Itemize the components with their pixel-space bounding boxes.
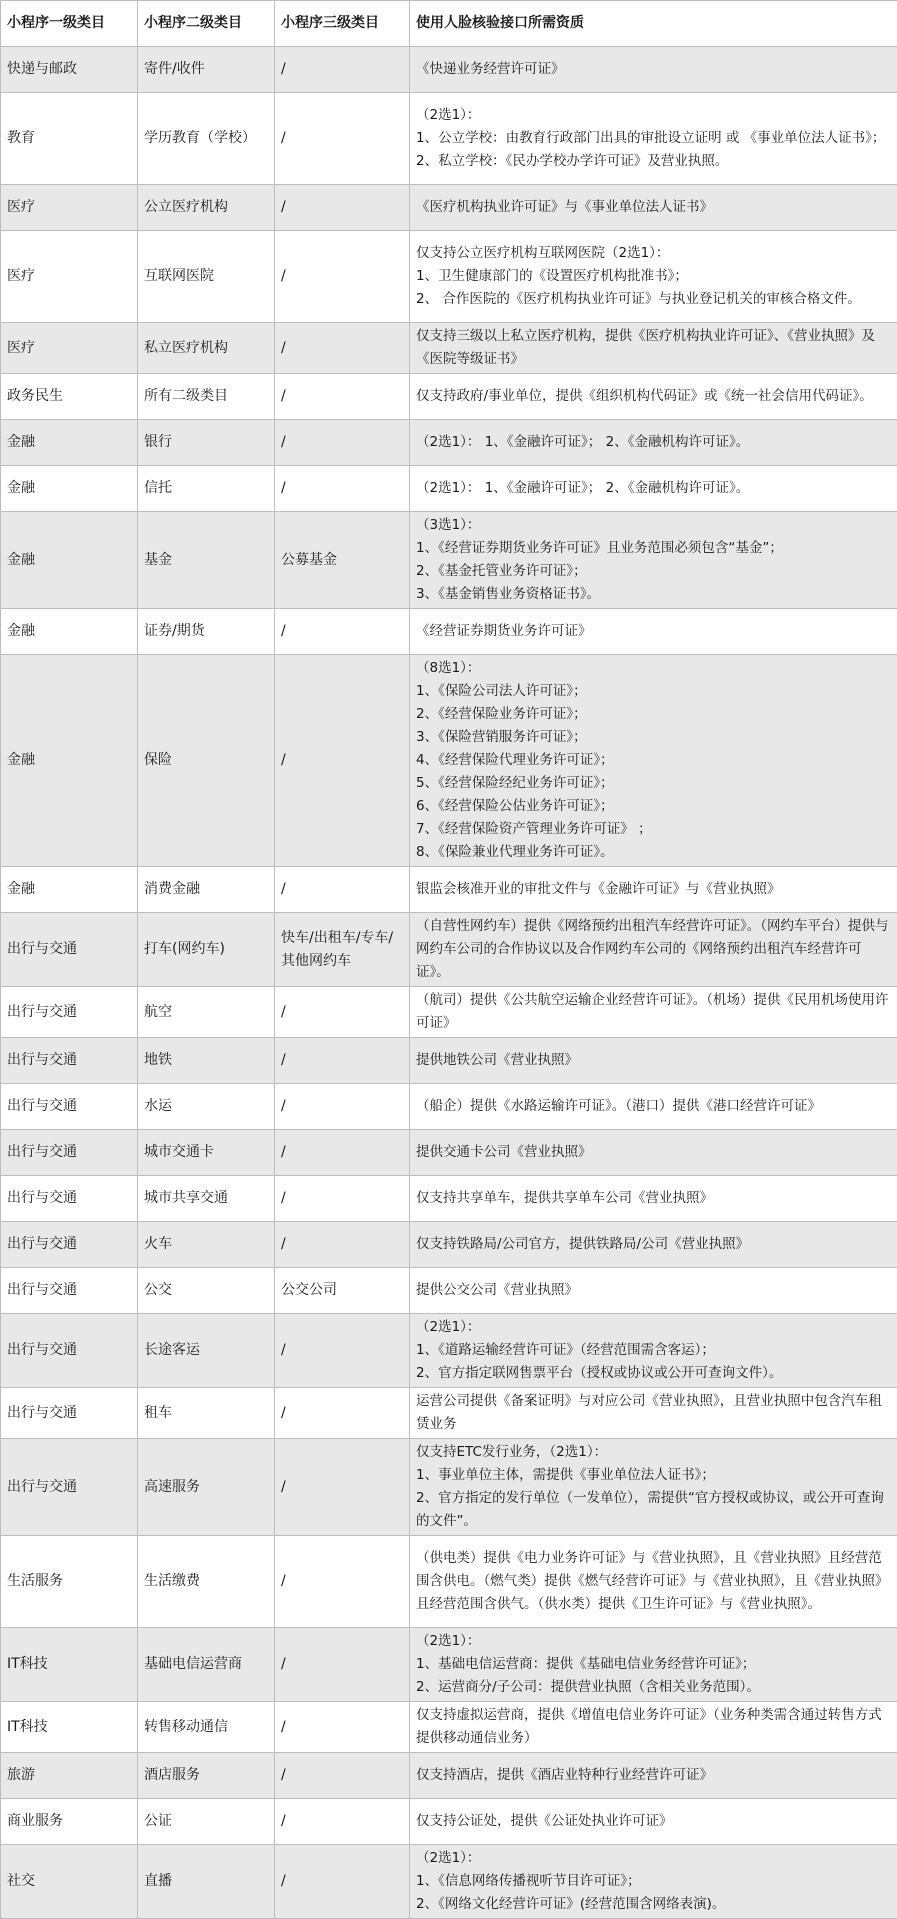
cell-l2: 长途客运 [138,1314,275,1388]
cell-requirement [410,420,897,466]
cell-l1: 金融 [1,609,138,655]
cell-requirement [410,609,897,655]
cell-l1: 政务民生 [1,374,138,420]
cell-l3: / [275,1130,410,1176]
cell-l2: 直播 [138,1845,275,1919]
table-row [1,1628,897,1702]
requirement-line: 仅支持酒店，提供《酒店业特种行业经营许可证》 [416,1764,891,1787]
cell-l1: 出行与交通 [1,1038,138,1084]
requirement-line: 2、《基金托管业务许可证》； [416,560,891,583]
cell-requirement [410,1268,897,1314]
cell-requirement [410,1222,897,1268]
table-row [1,1268,897,1314]
cell-l2: 地铁 [138,1038,275,1084]
cell-requirement [410,512,897,609]
header-row [1,1,897,47]
cell-l3: / [275,231,410,323]
requirement-line: 《经营证券期货业务许可证》 [416,620,891,643]
cell-l3: / [275,1628,410,1702]
cell-l1: 医疗 [1,231,138,323]
table-row [1,512,897,609]
cell-l2: 互联网医院 [138,231,275,323]
cell-l2: 城市交通卡 [138,1130,275,1176]
requirement-line: 4、《经营保险代理业务许可证》； [416,749,891,772]
requirement-line: 运营公司提供《备案证明》与对应公司《营业执照》，且营业执照中包含汽车租赁业务 [416,1390,891,1436]
cell-l3: 公募基金 [275,512,410,609]
cell-l2: 信托 [138,466,275,512]
cell-l3: / [275,1799,410,1845]
requirement-line: 2、运营商分/子公司：提供营业执照（含相关业务范围）。 [416,1676,891,1699]
header-requirement: 使用人脸核验接口所需资质 [410,1,897,47]
cell-l1: 出行与交通 [1,1222,138,1268]
cell-l1: 出行与交通 [1,1084,138,1130]
cell-l3: / [275,1702,410,1753]
cell-l1: 金融 [1,512,138,609]
cell-l3: / [275,323,410,374]
table-row [1,1176,897,1222]
table-row [1,93,897,185]
cell-requirement [410,93,897,185]
cell-requirement [410,1536,897,1628]
table-row [1,323,897,374]
table-row [1,1753,897,1799]
requirement-line: 1、《信息网络传播视听节目许可证》； [416,1870,891,1893]
requirement-line: （2选1）： [416,1316,891,1339]
requirement-line: （2选1）： 1、《金融许可证》； 2、《金融机构许可证》。 [416,477,891,500]
cell-l2: 消费金融 [138,867,275,913]
cell-l2: 水运 [138,1084,275,1130]
table-row [1,867,897,913]
cell-l3: / [275,93,410,185]
cell-l2: 酒店服务 [138,1753,275,1799]
cell-l1: 商业服务 [1,1799,138,1845]
table-row [1,987,897,1038]
requirement-line: 仅支持公证处，提供《公证处执业许可证》 [416,1810,891,1833]
table-row [1,1799,897,1845]
cell-l1: 快递与邮政 [1,47,138,93]
cell-requirement [410,987,897,1038]
requirement-line: 提供公交公司《营业执照》 [416,1279,891,1302]
header-l3: 小程序三级类目 [275,1,410,47]
requirement-line: 1、事业单位主体，需提供《事业单位法人证书》； [416,1464,891,1487]
cell-l1: 出行与交通 [1,1130,138,1176]
cell-l1: 生活服务 [1,1536,138,1628]
cell-l2: 城市共享交通 [138,1176,275,1222]
cell-l2: 学历教育（学校） [138,93,275,185]
cell-l2: 公交 [138,1268,275,1314]
cell-l2: 生活缴费 [138,1536,275,1628]
table-row [1,1314,897,1388]
requirement-line: 仅支持三级以上私立医疗机构，提供《医疗机构执业许可证》、《营业执照》及《医院等级证书》 [416,325,891,371]
cell-l3: / [275,1314,410,1388]
table-row [1,47,897,93]
cell-requirement [410,185,897,231]
cell-l1: 医疗 [1,323,138,374]
requirement-line: 1、《保险公司法人许可证》； [416,680,891,703]
table-row [1,420,897,466]
table-row [1,231,897,323]
cell-l2: 转售移动通信 [138,1702,275,1753]
requirement-line: （3选1）： [416,514,891,537]
requirement-line: 2、官方指定联网售票平台（授权或协议或公开可查询文件）。 [416,1362,891,1385]
requirement-line: 8、《保险兼业代理业务许可证》。 [416,841,891,864]
cell-l2: 航空 [138,987,275,1038]
table-row [1,374,897,420]
table-row [1,1084,897,1130]
requirement-line: 6、《经营保险公估业务许可证》； [416,795,891,818]
cell-l1: 金融 [1,466,138,512]
table-body [1,47,897,1919]
cell-l3: / [275,1439,410,1536]
cell-l2: 租车 [138,1388,275,1439]
cell-l3: / [275,1084,410,1130]
requirement-line: 仅支持ETC发行业务，（2选1）： [416,1441,891,1464]
requirement-line: 提供交通卡公司《营业执照》 [416,1141,891,1164]
cell-l3: / [275,466,410,512]
cell-l3: / [275,1038,410,1084]
requirement-line: （2选1）： [416,1847,891,1870]
requirement-line: 提供地铁公司《营业执照》 [416,1049,891,1072]
cell-l3: / [275,47,410,93]
cell-l3: / [275,609,410,655]
cell-l2: 高速服务 [138,1439,275,1536]
header-l1: 小程序一级类目 [1,1,138,47]
cell-l2: 保险 [138,655,275,867]
cell-l3: / [275,1176,410,1222]
cell-l3: 快车/出租车/专车/其他网约车 [275,913,410,987]
cell-requirement [410,1439,897,1536]
requirement-line: （供电类）提供《电力业务许可证》与《营业执照》，且《营业执照》且经营范围含供电。（燃气类）提供《燃气经营许可证》与《营业执照》，且《营业执照》且经营范围含供气。（供水类）提供《卫生许可证》与《营业执照》。 [416,1547,891,1616]
cell-l3: / [275,185,410,231]
cell-requirement [410,1176,897,1222]
table-row [1,466,897,512]
cell-l2: 银行 [138,420,275,466]
requirement-line: 1、基础电信运营商：提供《基础电信业务经营许可证》； [416,1653,891,1676]
cell-requirement [410,466,897,512]
cell-l1: 金融 [1,655,138,867]
cell-l3: / [275,1222,410,1268]
cell-l2: 寄件/收件 [138,47,275,93]
requirement-line: 仅支持铁路局/公司官方，提供铁路局/公司《营业执照》 [416,1233,891,1256]
cell-l3: / [275,374,410,420]
cell-requirement [410,1130,897,1176]
cell-l2: 基金 [138,512,275,609]
cell-l1: IT科技 [1,1702,138,1753]
requirement-line: 2、 合作医院的《医疗机构执业许可证》与执业登记机关的审核合格文件。 [416,288,891,311]
cell-l1: 出行与交通 [1,1268,138,1314]
requirement-line: （航司）提供《公共航空运输企业经营许可证》。（机场）提供《民用机场使用许可证》 [416,989,891,1035]
requirement-line: 《快递业务经营许可证》 [416,58,891,81]
table-row [1,1130,897,1176]
table-row [1,1222,897,1268]
requirement-line: 7、《经营保险资产管理业务许可证》 ； [416,818,891,841]
table-row [1,913,897,987]
cell-l1: 出行与交通 [1,987,138,1038]
cell-requirement [410,1753,897,1799]
cell-l1: 金融 [1,867,138,913]
requirement-line: 1、卫生健康部门的《设置医疗机构批准书》； [416,265,891,288]
cell-l2: 所有二级类目 [138,374,275,420]
requirement-line: 仅支持政府/事业单位，提供《组织机构代码证》或《统一社会信用代码证》。 [416,385,891,408]
requirement-line: （船企）提供《水路运输许可证》。（港口）提供《港口经营许可证》 [416,1095,891,1118]
requirement-line: （2选1）： [416,104,891,127]
requirement-line: 1、公立学校：由教育行政部门出具的审批设立证明 或 《事业单位法人证书》； [416,127,891,150]
cell-l3: / [275,987,410,1038]
cell-l3: / [275,655,410,867]
requirement-line: 2、官方指定的发行单位（一发单位），需提供“官方授权或协议，或公开可查询的文件”。 [416,1487,891,1533]
requirement-line: 1、《道路运输经营许可证》（经营范围需含客运）； [416,1339,891,1362]
table-row [1,655,897,867]
cell-requirement [410,655,897,867]
cell-l3: / [275,1845,410,1919]
cell-requirement [410,1314,897,1388]
cell-l2: 基础电信运营商 [138,1628,275,1702]
cell-requirement [410,867,897,913]
cell-l1: 教育 [1,93,138,185]
cell-l2: 打车(网约车) [138,913,275,987]
cell-l1: 出行与交通 [1,1314,138,1388]
cell-l1: 旅游 [1,1753,138,1799]
cell-l1: 出行与交通 [1,1388,138,1439]
requirement-line: 仅支持共享单车，提供共享单车公司《营业执照》 [416,1187,891,1210]
cell-l1: 出行与交通 [1,1439,138,1536]
cell-l2: 公立医疗机构 [138,185,275,231]
cell-requirement [410,1388,897,1439]
cell-l1: IT科技 [1,1628,138,1702]
requirement-line: 2、《经营保险业务许可证》； [416,703,891,726]
cell-requirement [410,1702,897,1753]
cell-requirement [410,1628,897,1702]
cell-l2: 火车 [138,1222,275,1268]
cell-l1: 金融 [1,420,138,466]
table-row [1,1439,897,1536]
cell-l2: 证券/期货 [138,609,275,655]
cell-l3: / [275,1753,410,1799]
requirement-line: 银监会核准开业的审批文件与《金融许可证》与《营业执照》 [416,878,891,901]
requirement-line: （2选1）： 1、《金融许可证》； 2、《金融机构许可证》。 [416,431,891,454]
table-row [1,1388,897,1439]
requirement-line: 2、《网络文化经营许可证》(经营范围含网络表演)。 [416,1893,891,1916]
requirement-line: 《医疗机构执业许可证》与《事业单位法人证书》 [416,196,891,219]
requirement-line: 5、《经营保险经纪业务许可证》； [416,772,891,795]
table-row [1,1038,897,1084]
cell-l3: / [275,420,410,466]
cell-l3: / [275,867,410,913]
cell-requirement [410,374,897,420]
cell-l1: 医疗 [1,185,138,231]
requirement-line: （8选1）： [416,657,891,680]
table-row [1,185,897,231]
requirement-line: 仅支持公立医疗机构互联网医院（2选1）： [416,242,891,265]
cell-requirement [410,231,897,323]
cell-l1: 出行与交通 [1,1176,138,1222]
cell-requirement [410,323,897,374]
cell-l1: 社交 [1,1845,138,1919]
cell-l3: / [275,1388,410,1439]
table-row [1,609,897,655]
requirement-line: 仅支持虚拟运营商，提供《增值电信业务许可证》（业务种类需含通过转售方式提供移动通信业务） [416,1704,891,1750]
requirement-line: 3、《基金销售业务资格证书》。 [416,583,891,606]
cell-requirement [410,1799,897,1845]
requirement-line: （2选1）： [416,1630,891,1653]
requirement-line: （自营性网约车）提供《网络预约出租汽车经营许可证》。（网约车平台）提供与网约车公司的合作协议以及合作网约车公司的《网络预约出租汽车经营许可证》。 [416,915,891,984]
requirement-line: 1、《经营证券期货业务许可证》且业务范围必须包含“基金”； [416,537,891,560]
cell-l1: 出行与交通 [1,913,138,987]
cell-requirement [410,1038,897,1084]
cell-requirement [410,47,897,93]
table-row [1,1536,897,1628]
requirement-line: 2、私立学校：《民办学校办学许可证》及营业执照。 [416,150,891,173]
cell-l3: 公交公司 [275,1268,410,1314]
cell-l2: 私立医疗机构 [138,323,275,374]
cell-l2: 公证 [138,1799,275,1845]
requirement-line: 3、《保险营销服务许可证》； [416,726,891,749]
cell-l3: / [275,1536,410,1628]
table-row [1,1702,897,1753]
cell-requirement [410,1084,897,1130]
cell-requirement [410,913,897,987]
header-l2: 小程序二级类目 [138,1,275,47]
